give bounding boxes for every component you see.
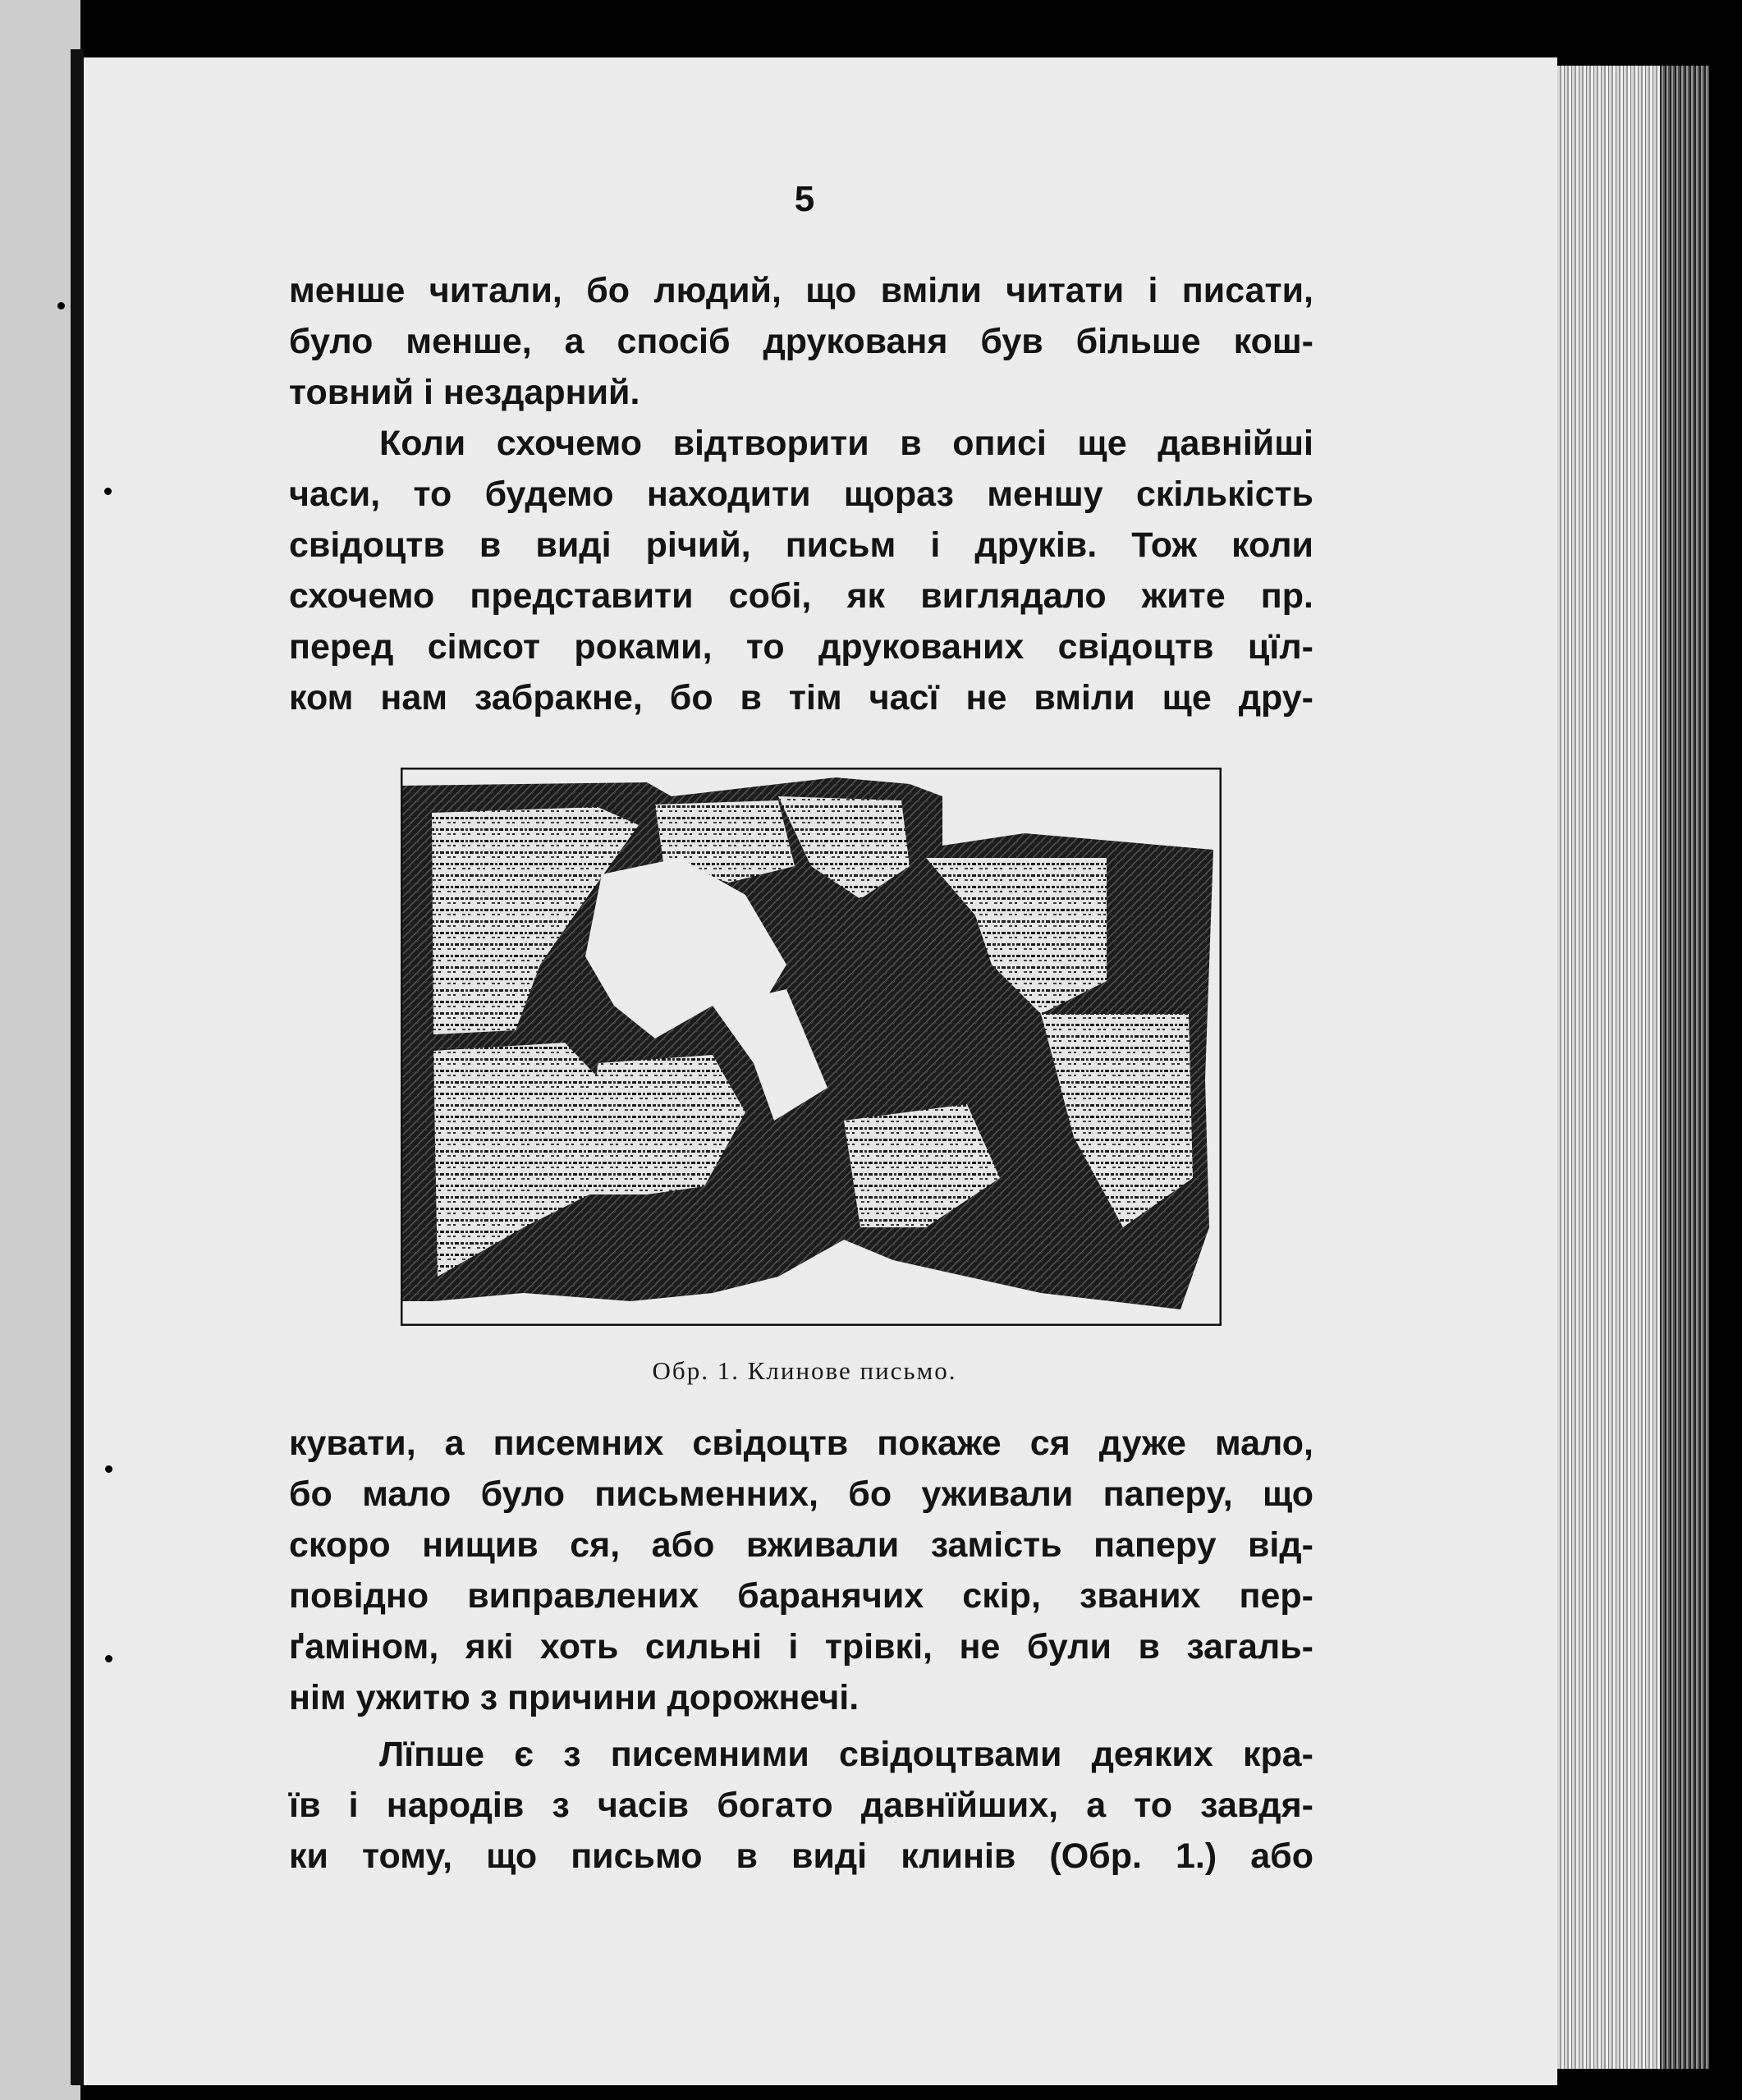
text-line: Коли схочемо відтворити в описі ще давнійші <box>379 424 1313 463</box>
text-line: Лїпше є з писемними свідоцтвами деяких кра- <box>379 1735 1313 1774</box>
binding-gutter <box>71 49 84 2085</box>
text-line: повідно виправлених баранячих скір, званих пер- <box>289 1576 1313 1616</box>
text-line: бо мало було письменних, бо уживали паперу, що <box>289 1474 1313 1514</box>
left-page-edge <box>0 0 80 2100</box>
paragraph-second <box>289 418 1313 723</box>
cuneiform-tablet-illustration <box>401 768 1222 1326</box>
margin-mark <box>105 1655 112 1662</box>
paragraph-last <box>289 1729 1313 1882</box>
text-line: їв і народів з часів богато давнїйших, а то завдя- <box>289 1786 1313 1825</box>
page-edges <box>1557 66 1709 2069</box>
margin-mark <box>105 1465 112 1473</box>
paragraph-top <box>289 265 1313 418</box>
figure-caption: Обр. 1. Клинове письмо. <box>652 1356 957 1385</box>
page-number: 5 <box>794 179 815 219</box>
text-line: свідоцтв в виді річий, письм і друків. Тож коли <box>289 525 1313 565</box>
text-line: ком нам забракне, бо в тім часї не вміли ще дру- <box>289 678 1313 718</box>
text-line: схочемо представити собі, як виглядало жите пр. <box>289 576 1313 616</box>
text-line: було менше, а спосіб друкованя був більше кош- <box>289 322 1313 361</box>
text-line: часи, то будемо находити щораз меншу скількість <box>289 475 1313 514</box>
text-line: ки тому, що письмо в виді клинів (Обр. 1.) або <box>289 1836 1313 1876</box>
text-line: ґаміном, які хоть сильні і трівкі, не були в загаль- <box>289 1627 1313 1667</box>
paragraph-after-figure <box>289 1418 1313 1723</box>
margin-mark <box>57 302 65 309</box>
text-line: скоро нищив ся, або вживали замість паперу від- <box>289 1525 1313 1565</box>
text-line: перед сімсот роками, то друкованих свідоцтв цїл- <box>289 627 1313 667</box>
text-line: нім ужитю з причини дорожнечі. <box>289 1678 860 1717</box>
margin-mark <box>104 488 112 495</box>
text-line: менше читали, бо людий, що вміли читати і писати, <box>289 271 1313 310</box>
text-line: кувати, а писемних свідоцтв покаже ся дуже мало, <box>289 1424 1313 1463</box>
text-line: товний і нездарний. <box>289 373 640 412</box>
